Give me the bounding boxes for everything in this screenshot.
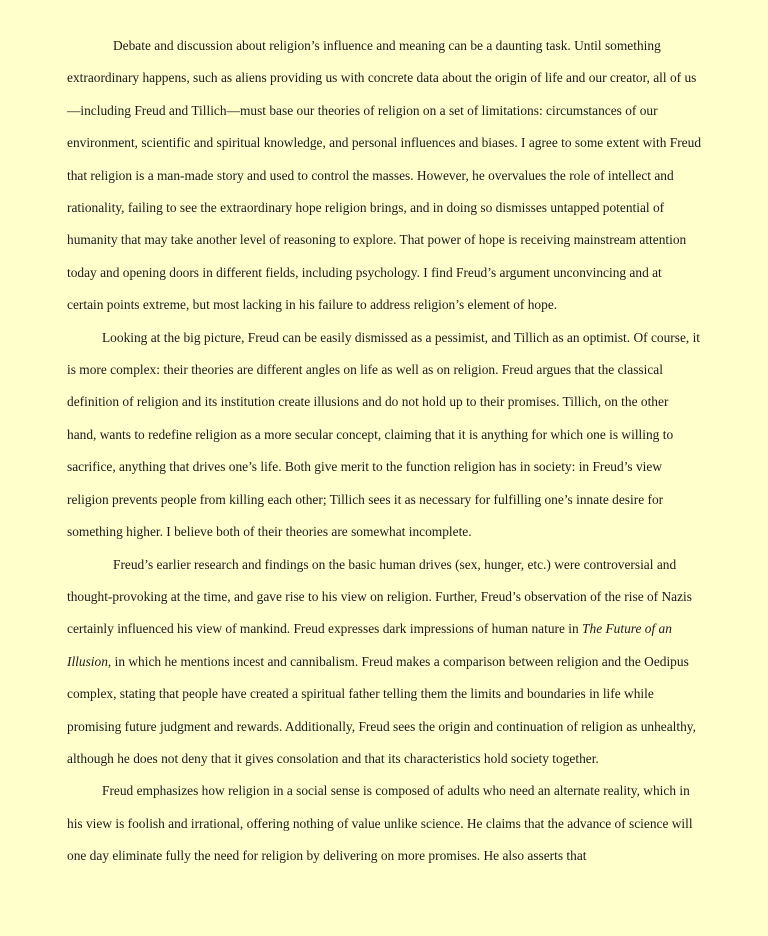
paragraph-3-text-after: , in which he mentions incest and cannibalism. Freud makes a comparison between religion and the Oedipus complex, stating that people have created a spiritual father telling them the limits and boundaries in life while promising future judgment and rewards. Additionally, Freud sees the origin and continuation of religion as unhealthy, although he does not deny that it gives consolation and that its characteristics hold society together. xyxy=(67,653,696,766)
paragraph-3-text-before: Freud’s earlier research and findings on the basic human drives (sex, hunger, etc.) were controversial and thought-provoking at the time, and gave rise to his view on religion. Further, Freud’s observation of the rise of Nazis certainly influenced his view of mankind. Freud expresses dark impressions of human nature in xyxy=(67,556,692,637)
paragraph-3 xyxy=(67,549,701,776)
paragraph-2: Looking at the big picture, Freud can be easily dismissed as a pessimist, and Tillich as an optimist. Of course, it is more complex: their theories are different angles on life as well as on religion. Freud argues that the classical definition of religion and its institution create illusions and do not hold up to their promises. Tillich, on the other hand, wants to redefine religion as a more secular concept, claiming that it is anything for which one is willing to sacrifice, anything that drives one’s life. Both give merit to the function religion has in society: in Freud’s view religion prevents people from killing each other; Tillich sees it as necessary for fulfilling one’s innate desire for something higher. I believe both of their theories are somewhat incomplete. xyxy=(67,329,701,540)
book-title: The Future of an Illusion xyxy=(67,621,672,669)
paragraph-1: Debate and discussion about religion’s influence and meaning can be a daunting task. Until something extraordinary happens, such as aliens providing us with concrete data about the origin of life and our creator, all of us—including Freud and Tillich—must base our theories of religion on a set of limitations: circumstances of our environment, scientific and spiritual knowledge, and personal influences and biases. I agree to some extent with Freud that religion is a man-made story and used to control the masses. However, he overvalues the role of intellect and rationality, failing to see the extraordinary hope religion brings, and in doing so dismisses untapped potential of humanity that may take another level of reasoning to explore. That power of hope is receiving mainstream attention today and opening doors in different fields, including psychology. I find Freud’s argument unconvincing and at certain points extreme, but most lacking in his failure to address religion’s element of hope. xyxy=(67,38,702,313)
paragraph-4: Freud emphasizes how religion in a social sense is composed of adults who need an alternate reality, which in his view is foolish and irrational, offering nothing of value unlike science. He claims that the advance of science will one day eliminate fully the need for religion by delivering on more promises. He also asserts that xyxy=(67,783,693,864)
